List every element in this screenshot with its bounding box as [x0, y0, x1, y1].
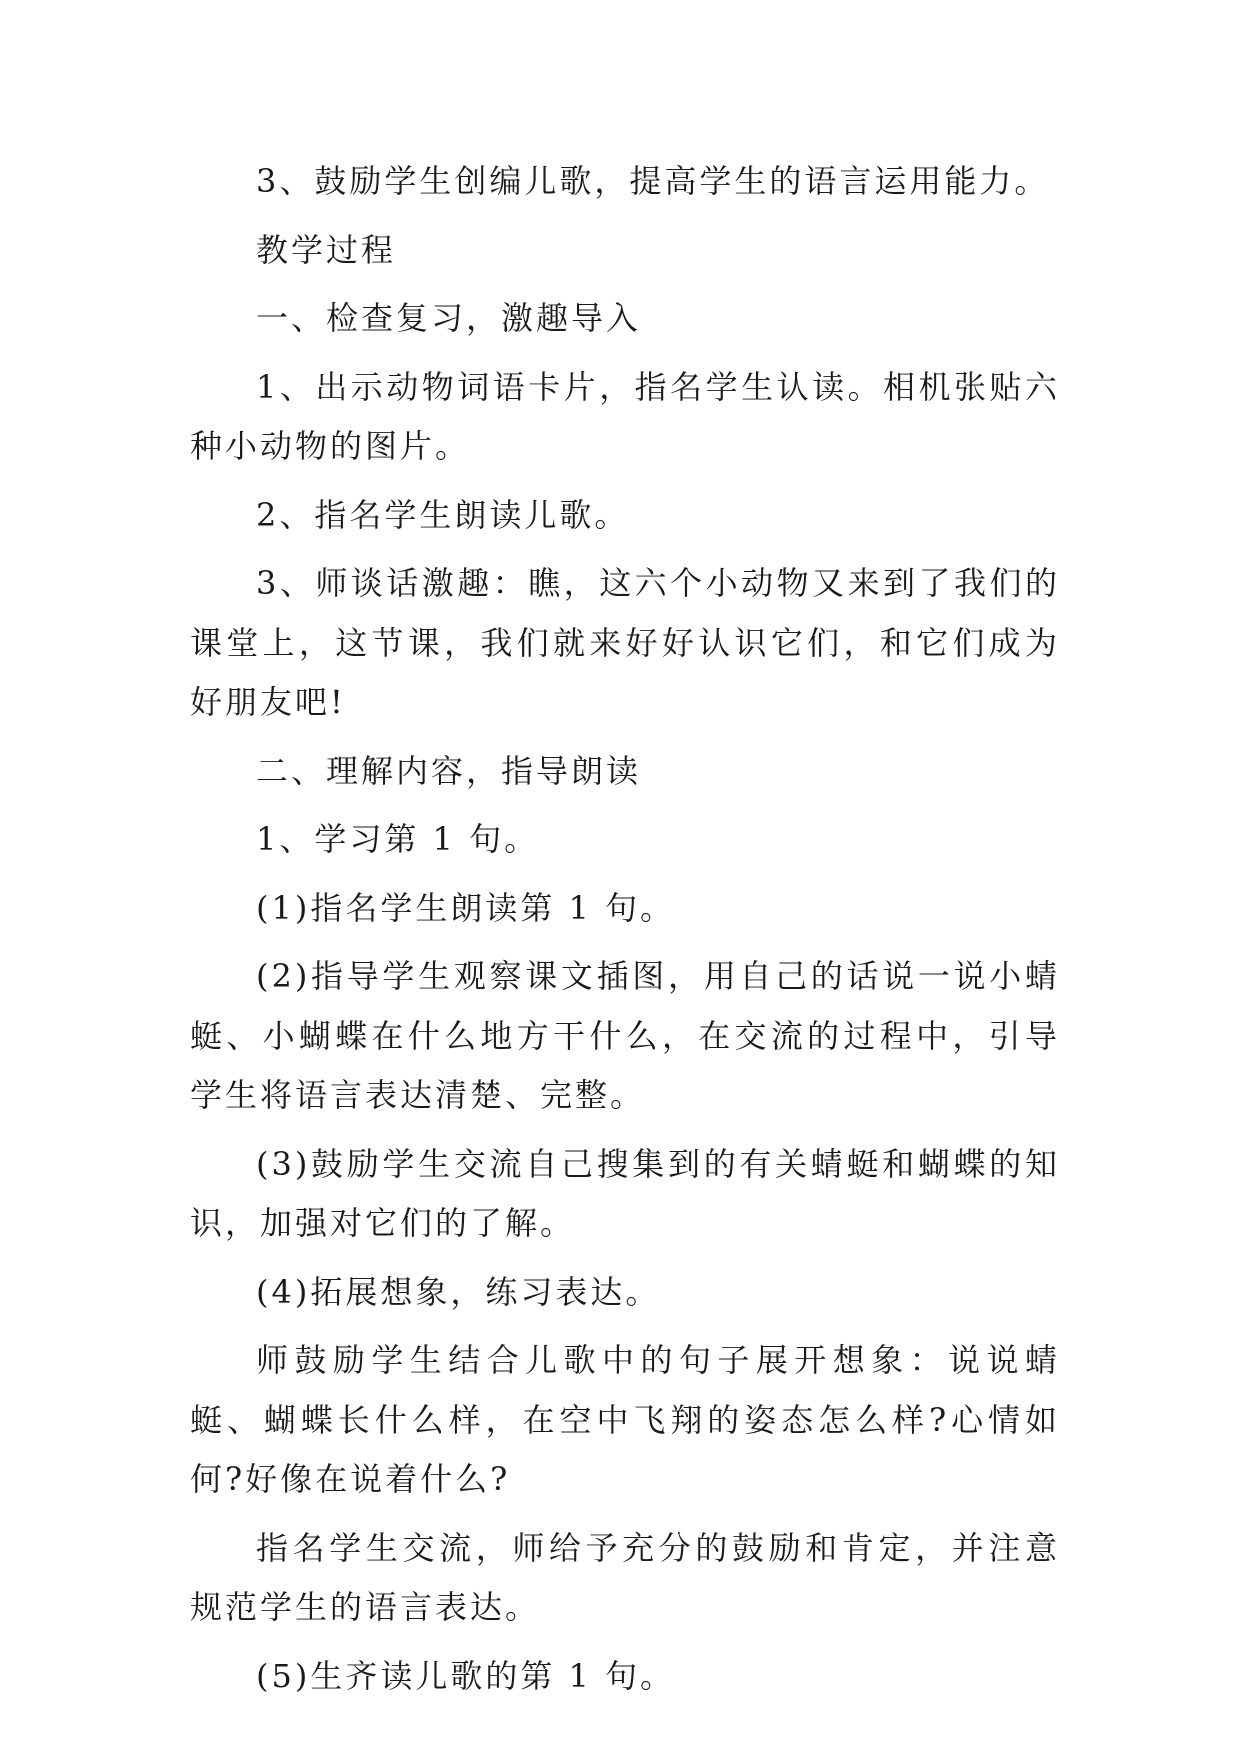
paragraph-substep-1: (1)指名学生朗读第 1 句。	[256, 888, 676, 927]
heading-section-1: 一、检查复习，激趣导入	[256, 299, 642, 337]
paragraph-step-2-1: 1、学习第 1 句。	[256, 820, 540, 858]
heading-section-2: 二、理解内容，指导朗读	[256, 751, 642, 790]
paragraph-substep-3: (3)鼓励学生交流自己搜集到的有关蜻蜓和蝴蝶的知识，加强对它们的了解。	[190, 1144, 1060, 1242]
paragraph-step-1-3: 3、师谈话激趣：瞧，这六个小动物又来到了我们的课堂上，这节课，我们就来好好认识它们，和它们成为好朋友吧!	[190, 564, 1060, 721]
paragraph-substep-4: (4)拓展想象，练习表达。	[256, 1272, 661, 1311]
paragraph-imagination-prompt: 师鼓励学生结合儿歌中的句子展开想象：说说蜻蜓、蝴蝶长什么样，在空中飞翔的姿态怎么样?心情如何?好像在说着什么?	[190, 1341, 1060, 1498]
heading-teaching-process: 教学过程	[256, 230, 397, 269]
paragraph-step-1-1: 1、出示动物词语卡片，指名学生认读。相机张贴六种小动物的图片。	[190, 367, 1060, 465]
paragraph-goal-3: 3、鼓励学生创编儿歌，提高学生的语言运用能力。	[256, 162, 1050, 200]
paragraph-step-1-2: 2、指名学生朗读儿歌。	[256, 495, 630, 534]
document-page	[190, 152, 1060, 1715]
paragraph-substep-5: (5)生齐读儿歌的第 1 句。	[256, 1656, 676, 1695]
paragraph-student-exchange: 指名学生交流，师给予充分的鼓励和肯定，并注意规范学生的语言表达。	[190, 1528, 1060, 1626]
paragraph-substep-2: (2)指导学生观察课文插图，用自己的话说一说小蜻蜓、小蝴蝶在什么地方干什么，在交流的过程中，引导学生将语言表达清楚、完整。	[190, 957, 1060, 1114]
